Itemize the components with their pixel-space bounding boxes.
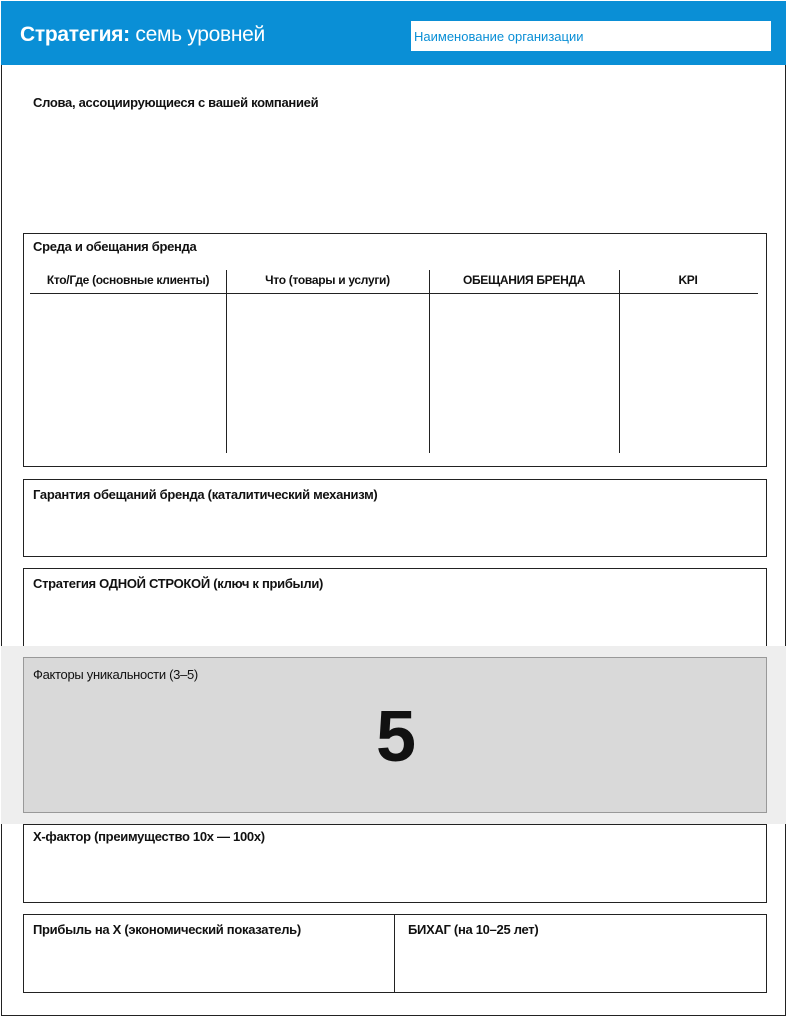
brand-promises-cell[interactable] [431, 296, 618, 452]
guarantee-label: Гарантия обещаний бренда (каталитический механизм) [33, 487, 378, 502]
column-divider [226, 270, 227, 453]
bhag-area[interactable] [397, 940, 764, 990]
words-label: Слова, ассоциирующиеся с вашей компанией [33, 95, 319, 110]
column-divider [619, 270, 620, 453]
table-header-divider [30, 293, 758, 294]
title-bold: Стратегия: [20, 23, 130, 46]
words-input-area[interactable] [30, 115, 760, 225]
profit-per-x-label: Прибыль на X (экономический показатель) [33, 922, 301, 937]
uniqueness-factors-label: Факторы уникальности (3–5) [33, 667, 198, 682]
profit-per-x-area[interactable] [26, 940, 392, 990]
organization-name-input[interactable] [411, 21, 771, 51]
column-header-brand-promises: ОБЕЩАНИЯ БРЕНДА [462, 273, 586, 287]
who-cell[interactable] [30, 296, 225, 452]
page-title [20, 23, 265, 47]
kpi-cell[interactable] [621, 296, 758, 452]
what-cell[interactable] [228, 296, 428, 452]
column-header-what: Что (товары и услуги) [265, 273, 390, 287]
brand-environment-label: Среда и обещания бренда [33, 239, 197, 254]
column-header-kpi: KPI [678, 273, 698, 287]
profit-bhag-divider [394, 914, 395, 993]
level-number: 5 [375, 697, 417, 777]
title-rest: семь уровней [135, 23, 265, 46]
column-header-who: Кто/Где (основные клиенты) [46, 273, 210, 287]
x-factor-label: X-фактор (преимущество 10x — 100x) [33, 829, 265, 844]
one-line-strategy-label: Стратегия ОДНОЙ СТРОКОЙ (ключ к прибыли) [33, 576, 324, 591]
header-bar [1, 1, 786, 65]
uniqueness-factors-box[interactable] [23, 657, 767, 813]
bhag-label: БИХАГ (на 10–25 лет) [408, 922, 539, 937]
column-divider [429, 270, 430, 453]
